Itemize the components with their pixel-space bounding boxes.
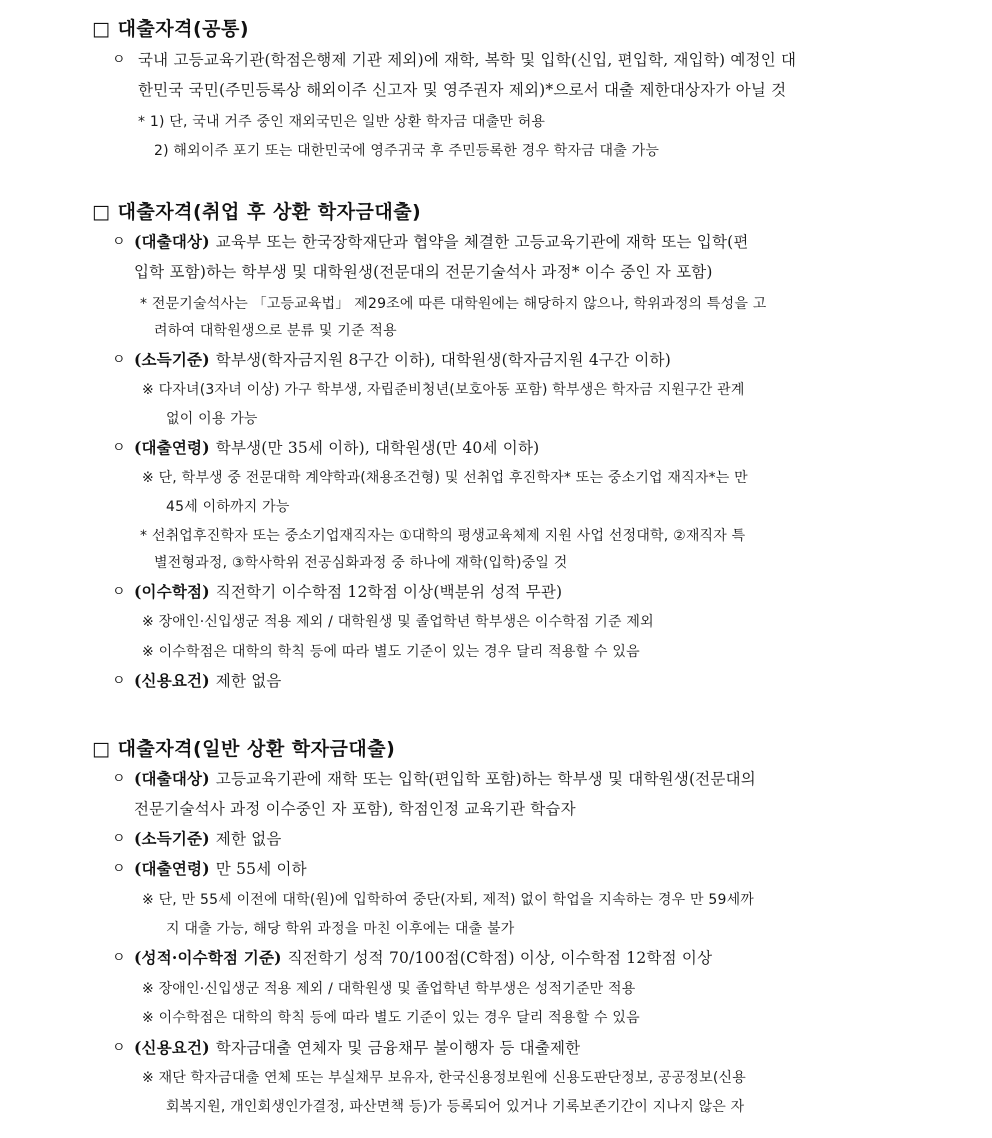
- gen-target-text: 고등교육기관에 재학 또는 입학(편입학 포함)하는 학부생 및 대학원생(전문대의: [215, 770, 756, 788]
- gen-note-age-1: ※ 단, 만 55세 이전에 대학(원)에 입학하여 중단(자퇴, 제적) 없이 학업을 지속하는 경우 만 59세까: [142, 892, 755, 908]
- common-note-1: * 1) 단, 국내 거주 중인 재외국민은 일반 상환 학자금 대출만 허용: [138, 114, 546, 130]
- section-title-common: □ 대출자격(공통): [92, 18, 250, 40]
- bullet: ㅇ: [112, 831, 126, 847]
- gen-note-default-1: ※ 재단 학자금대출 연체 또는 부실채무 보유자, 한국신용정보원에 신용도판단정보, 공공정보(신용: [142, 1070, 746, 1086]
- bullet: ㅇ: [112, 673, 126, 689]
- icl-note-master-1: * 전문기술석사는 「고등교육법」 제29조에 따른 대학원에는 해당하지 않으나, 학위과정의 특성을 고: [140, 296, 767, 312]
- icl-income-line: [134, 350, 671, 370]
- icl-note-multi-1: ※ 다자녀(3자녀 이상) 가구 학부생, 자립준비청년(보호아동 포함) 학부생은 학자금 지원구간 관계: [142, 382, 745, 398]
- bullet: ㅇ: [112, 1040, 126, 1056]
- section-title-icl: □ 대출자격(취업 후 상환 학자금대출): [92, 201, 422, 223]
- icl-note-age-2: 45세 이하까지 가능: [166, 499, 290, 515]
- gen-credit-line: [134, 1038, 580, 1058]
- icl-credit-hours-line: [134, 582, 562, 602]
- gen-note-age-2: 지 대출 가능, 해당 학위 과정을 마친 이후에는 대출 불가: [166, 921, 515, 937]
- gen-target-cont: 전문기술석사 과정 이수중인 자 포함), 학점인정 교육기관 학습자: [134, 800, 576, 818]
- icl-age-tag: (대출연령): [134, 438, 210, 457]
- bullet: ㅇ: [112, 861, 126, 877]
- icl-credit-line: [134, 671, 282, 691]
- gen-credit-tag: (신용요건): [134, 1038, 210, 1057]
- icl-note-multi-2: 없이 이용 가능: [166, 411, 258, 427]
- bullet: ㅇ: [112, 440, 126, 456]
- bullet: ㅇ: [112, 584, 126, 600]
- gen-income-line: [134, 829, 282, 849]
- icl-target-tag: (대출대상): [134, 232, 210, 251]
- icl-note-worker-2: 별전형과정, ③학사학위 전공심화과정 중 하나에 재학(입학)중일 것: [154, 555, 568, 571]
- bullet: ㅇ: [112, 52, 126, 68]
- gen-age-tag: (대출연령): [134, 859, 210, 878]
- icl-target-line: [134, 232, 749, 252]
- gen-grade-line: [134, 948, 712, 968]
- common-line-2: 한민국 국민(주민등록상 해외이주 신고자 및 영주권자 제외)*으로서 대출 제한대상자가 아닐 것: [138, 81, 787, 99]
- bullet: ㅇ: [112, 950, 126, 966]
- icl-credit-hours-tag: (이수학점): [134, 582, 210, 601]
- icl-note-worker-1: * 선취업후진학자 또는 중소기업재직자는 ①대학의 평생교육체제 지원 사업 선정대학, ②재직자 특: [140, 528, 746, 544]
- icl-note-disabled: ※ 장애인·신입생군 적용 제외 / 대학원생 및 졸업학년 학부생은 이수학점 기준 제외: [142, 614, 654, 630]
- gen-target-tag: (대출대상): [134, 769, 210, 788]
- gen-income-text: 제한 없음: [215, 830, 282, 848]
- gen-target-line: [134, 769, 756, 789]
- common-note-2: 2) 해외이주 포기 또는 대한민국에 영주귀국 후 주민등록한 경우 학자금 대출 가능: [154, 143, 660, 159]
- bullet: ㅇ: [112, 234, 126, 250]
- icl-age-text: 학부생(만 35세 이하), 대학원생(만 40세 이하): [215, 439, 540, 457]
- gen-note-default-2: 회복지원, 개인회생인가결정, 파산면책 등)가 등록되어 있거나 기록보존기간이 지나지 않은 자: [166, 1099, 745, 1115]
- icl-target-text: 교육부 또는 한국장학재단과 협약을 체결한 고등교육기관에 재학 또는 입학(편: [215, 233, 749, 251]
- section-title-general: □ 대출자격(일반 상환 학자금대출): [92, 738, 396, 760]
- icl-target-cont: 입학 포함)하는 학부생 및 대학원생(전문대의 전문기술석사 과정* 이수 중인 자 포함): [134, 263, 713, 281]
- icl-note-master-2: 려하여 대학원생으로 분류 및 기준 적용: [154, 323, 397, 339]
- gen-grade-text: 직전학기 성적 70/100점(C학점) 이상, 이수학점 12학점 이상: [287, 949, 713, 967]
- gen-credit-text: 학자금대출 연체자 및 금융채무 불이행자 등 대출제한: [215, 1039, 581, 1057]
- common-line-1: 국내 고등교육기관(학점은행제 기관 제외)에 재학, 복학 및 입학(신입, 편입학, 재입학) 예정인 대: [138, 51, 797, 69]
- icl-credit-text: 제한 없음: [215, 672, 282, 690]
- gen-note-disabled: ※ 장애인·신입생군 적용 제외 / 대학원생 및 졸업학년 학부생은 성적기준만 적용: [142, 981, 636, 997]
- gen-age-text: 만 55세 이하: [215, 860, 307, 878]
- icl-income-tag: (소득기준): [134, 350, 210, 369]
- icl-note-age-1: ※ 단, 학부생 중 전문대학 계약학과(채용조건형) 및 선취업 후진학자* 또는 중소기업 재직자*는 만: [142, 470, 748, 486]
- icl-credit-hours-text: 직전학기 이수학점 12학점 이상(백분위 성적 무관): [215, 583, 563, 601]
- icl-income-text: 학부생(학자금지원 8구간 이하), 대학원생(학자금지원 4구간 이하): [215, 351, 671, 369]
- icl-credit-tag: (신용요건): [134, 671, 210, 690]
- gen-grade-tag: (성적·이수학점 기준): [134, 948, 282, 967]
- gen-age-line: [134, 859, 307, 879]
- icl-note-school-rule: ※ 이수학점은 대학의 학칙 등에 따라 별도 기준이 있는 경우 달리 적용할 수 있음: [142, 644, 640, 660]
- bullet: ㅇ: [112, 352, 126, 368]
- bullet: ㅇ: [112, 771, 126, 787]
- gen-income-tag: (소득기준): [134, 829, 210, 848]
- icl-age-line: [134, 438, 539, 458]
- gen-note-school-rule: ※ 이수학점은 대학의 학칙 등에 따라 별도 기준이 있는 경우 달리 적용할 수 있음: [142, 1010, 640, 1026]
